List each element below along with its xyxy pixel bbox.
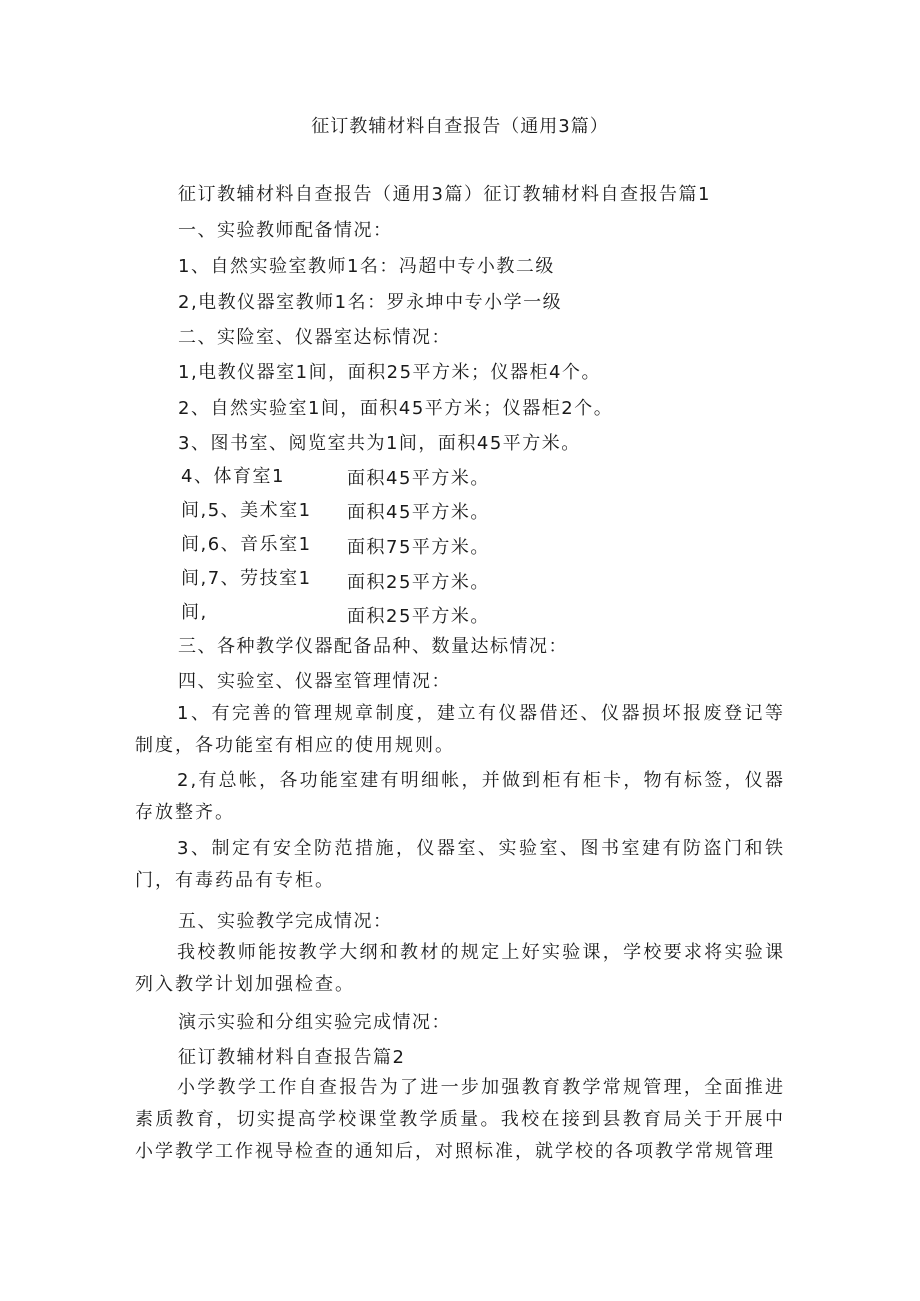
room-left-2: 间,5、美术室1 [181, 500, 312, 521]
section2-item-2: 2、自然实验室1间，面积45平方米；仪器柜2个。 [178, 398, 614, 419]
part2-paragraph: 小学教学工作自查报告为了进一步加强教育教学常规管理，全面推进素质教育，切实提高学校课堂教学质量。我校在接到县教育局关于开展中小学教学工作视导检查的通知后，对照标准，就学校的各项教学常规管理 [135, 1077, 785, 1162]
part2-heading: 征订教辅材料自查报告篇2 [178, 1047, 406, 1068]
room-right-2: 面积45平方米。 [347, 502, 490, 523]
section4-paragraph-3: 3、制定有安全防范措施，仪器室、实验室、图书室建有防盗门和铁门，有毒药品有专柜。 [135, 838, 785, 891]
section2-heading: 二、实险室、仪器室达标情况： [178, 327, 451, 348]
intro-line: 征订教辅材料自查报告（通用3篇）征订教辅材料自查报告篇1 [178, 184, 711, 205]
section2-item-3: 3、图书室、阅览室共为1间，面积45平方米。 [178, 433, 581, 454]
room-left-3: 间,6、音乐室1 [181, 534, 312, 555]
section1-heading: 一、实验教师配备情况： [178, 220, 393, 241]
section4-heading: 四、实验室、仪器室管理情况： [178, 671, 451, 692]
room-left-5: 间, [181, 602, 208, 623]
section4-paragraph-1: 1、有完善的管理规章制度，建立有仪器借还、仪器损坏报废登记等制度，各功能室有相应的使用规则。 [135, 703, 785, 756]
room-right-4: 面积25平方米。 [347, 572, 490, 593]
document-title: 征订教辅材料自查报告（通用3篇） [311, 116, 609, 137]
section5-paragraph-1: 我校教师能按教学大纲和教材的规定上好实验课，学校要求将实验课列入教学计划加强检查。 [135, 942, 785, 995]
section4-paragraph-2: 2,有总帐，各功能室建有明细帐，并做到柜有柜卡，物有标签，仪器存放整齐。 [135, 770, 785, 823]
section2-item-1: 1,电教仪器室1间，面积25平方米；仪器柜4个。 [178, 362, 601, 383]
section5-line-2: 演示实验和分组实验完成情况： [178, 1012, 451, 1033]
section1-item-1: 1、自然实验室教师1名：冯超中专小教二级 [178, 256, 555, 277]
room-right-5: 面积25平方米。 [347, 606, 490, 627]
section1-item-2: 2,电教仪器室教师1名：罗永坤中专小学一级 [178, 292, 563, 313]
room-left-4: 间,7、劳技室1 [181, 568, 312, 589]
room-right-3: 面积75平方米。 [347, 537, 490, 558]
room-left-1: 4、体育室1 [181, 466, 285, 487]
section5-heading: 五、实验教学完成情况： [178, 911, 393, 932]
room-right-1: 面积45平方米。 [347, 468, 490, 489]
section3-heading: 三、各种教学仪器配备品种、数量达标情况： [178, 636, 568, 657]
